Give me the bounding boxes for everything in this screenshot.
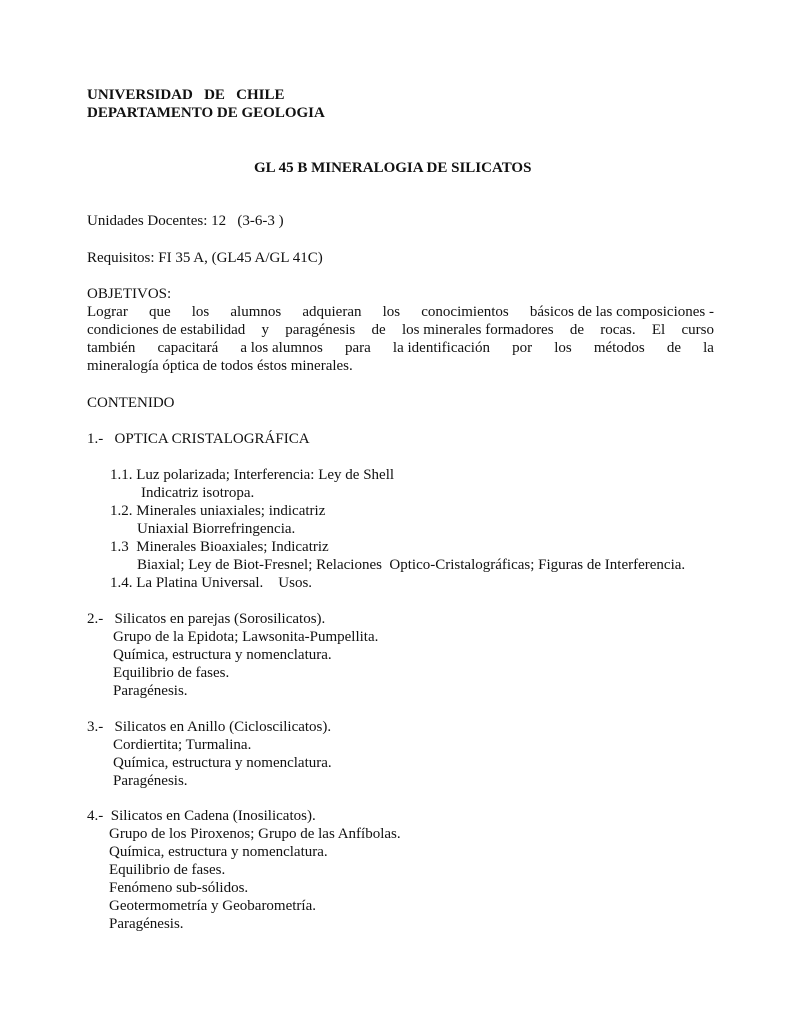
section-2-line: Equilibrio de fases. bbox=[113, 665, 230, 681]
section-4-line: Fenómeno sub-sólidos. bbox=[109, 880, 249, 896]
section-4-line: Paragénesis. bbox=[109, 916, 184, 932]
objetivos-line-1: Lograr que los alumnos adquieran los conocimientos básicos de las composiciones - bbox=[87, 304, 714, 320]
section-1-subitem: Indicatriz isotropa. bbox=[141, 485, 255, 501]
section-2-title: 2.- Silicatos en parejas (Sorosilicatos). bbox=[87, 611, 326, 627]
section-4-line: Equilibrio de fases. bbox=[109, 862, 226, 878]
objetivos-line-3: también capacitará a los alumnos para la identificación por los métodos de la bbox=[87, 340, 714, 356]
section-2-line: Paragénesis. bbox=[113, 683, 188, 699]
section-2-line: Grupo de la Epidota; Lawsonita-Pumpellita. bbox=[113, 629, 379, 645]
objetivos-line-2: condiciones de estabilidad y paragénesis de los minerales formadores de rocas. El curso bbox=[87, 322, 714, 338]
section-1-item: 1.3 Minerales Bioaxiales; Indicatriz bbox=[110, 539, 329, 555]
section-4-line: Geotermometría y Geobarometría. bbox=[109, 898, 316, 914]
section-3-line: Paragénesis. bbox=[113, 773, 188, 789]
requisitos: Requisitos: FI 35 A, (GL45 A/GL 41C) bbox=[87, 250, 323, 266]
section-3-line: Química, estructura y nomenclatura. bbox=[113, 755, 332, 771]
section-1-subitem: Biaxial; Ley de Biot-Fresnel; Relaciones Optico-Cristalográficas; Figuras de Interferencia. bbox=[137, 557, 686, 573]
contenido-heading: CONTENIDO bbox=[87, 395, 175, 411]
unidades-docentes: Unidades Docentes: 12 (3-6-3 ) bbox=[87, 213, 284, 229]
section-1-item: 1.1. Luz polarizada; Interferencia: Ley de Shell bbox=[110, 467, 395, 483]
section-4-title: 4.- Silicatos en Cadena (Inosilicatos). bbox=[87, 808, 316, 824]
section-4-line: Química, estructura y nomenclatura. bbox=[109, 844, 328, 860]
course-title: GL 45 B MINERALOGIA DE SILICATOS bbox=[254, 160, 532, 176]
university-name: UNIVERSIDAD DE CHILE bbox=[87, 87, 285, 103]
section-1-item: 1.4. La Platina Universal. Usos. bbox=[110, 575, 313, 591]
section-2-line: Química, estructura y nomenclatura. bbox=[113, 647, 332, 663]
section-3-title: 3.- Silicatos en Anillo (Cicloscilicatos). bbox=[87, 719, 332, 735]
section-3-line: Cordiertita; Turmalina. bbox=[113, 737, 252, 753]
section-1-item: 1.2. Minerales uniaxiales; indicatriz bbox=[110, 503, 326, 519]
objetivos-heading: OBJETIVOS: bbox=[87, 286, 172, 302]
objetivos-line-4: mineralogía óptica de todos éstos minerales. bbox=[87, 358, 353, 374]
department-name: DEPARTAMENTO DE GEOLOGIA bbox=[87, 105, 325, 121]
section-4-line: Grupo de los Piroxenos; Grupo de las Anfíbolas. bbox=[109, 826, 401, 842]
section-1-subitem: Uniaxial Biorrefringencia. bbox=[137, 521, 296, 537]
section-1-title: 1.- OPTICA CRISTALOGRÁFICA bbox=[87, 431, 310, 447]
